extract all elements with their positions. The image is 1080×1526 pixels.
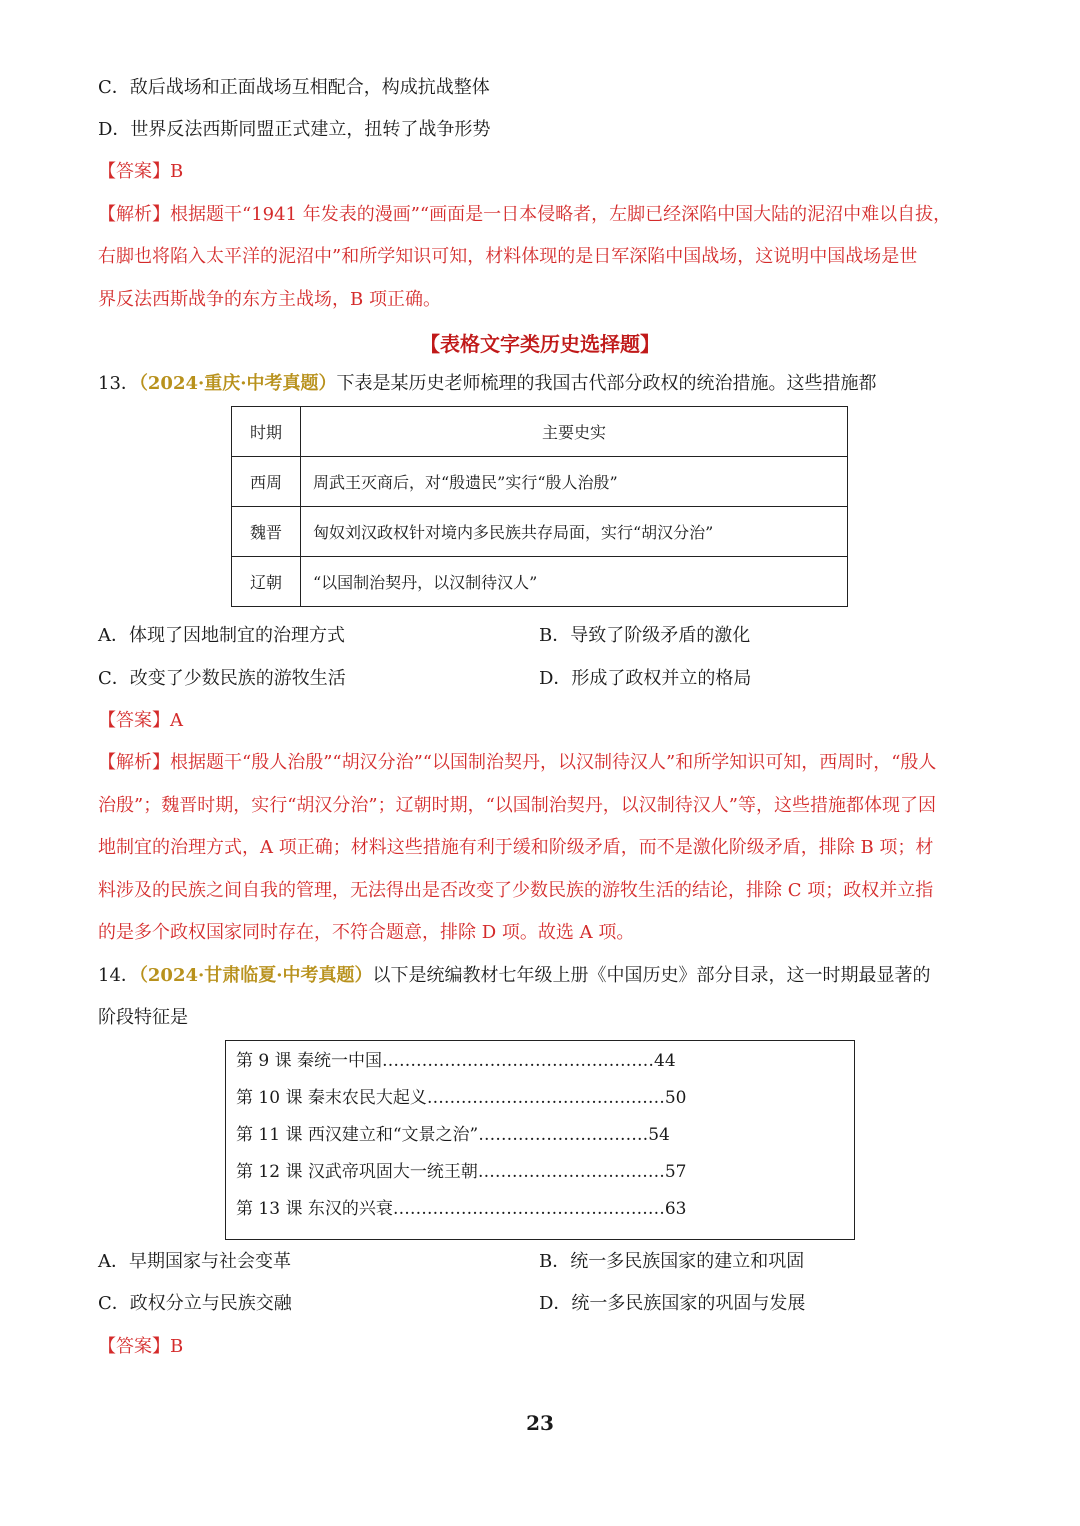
q13-stem-text: 下表是某历史老师梳理的我国古代部分政权的统治措施。这些措施都 — [336, 373, 877, 394]
q12-analysis-line-2: 右脚也将陷入太平洋的泥沼中”和所学知识可知，材料体现的是日军深陷中国战场，这说明中国战场是世 — [98, 246, 918, 267]
toc-entry: 第 10 课 秦末农民大起义……………………………………50 — [236, 1088, 687, 1108]
q13-source: （2024·重庆·中考真题） — [138, 373, 337, 394]
table-cell-period: 辽朝 — [232, 557, 301, 607]
q13-history-table — [231, 406, 848, 607]
q14-option-b: B．统一多民族国家的建立和巩固 — [539, 1251, 805, 1272]
q12-option-c: C．敌后战场和正面战场互相配合，构成抗战整体 — [98, 77, 490, 98]
table-cell-period: 西周 — [232, 457, 301, 507]
table-cell-fact: 匈奴刘汉政权针对境内多民族共存局面，实行“胡汉分治” — [301, 507, 848, 557]
q14-stem-text: 以下是统编教材七年级上册《中国历史》部分目录，这一时期最显著的 — [372, 965, 931, 986]
table-row — [232, 507, 848, 557]
table-row — [232, 557, 848, 607]
q13-option-b: B．导致了阶级矛盾的激化 — [539, 625, 751, 646]
q13-number: 13． — [98, 373, 139, 394]
q14-option-c: C．政权分立与民族交融 — [98, 1293, 292, 1314]
q13-analysis-line-4: 料涉及的民族之间自我的管理，无法得出是否改变了少数民族的游牧生活的结论，排除 C 项；政权并立指 — [98, 880, 934, 901]
q13-analysis-line-3: 地制宜的治理方式，A 项正确；材料这些措施有利于缓和阶级矛盾，而不是激化阶级矛盾，排除 B 项；材 — [98, 837, 934, 858]
q13-answer: 【答案】A — [98, 710, 183, 731]
q14-table-of-contents — [225, 1040, 855, 1240]
table-cell-period: 魏晋 — [232, 507, 301, 557]
q13-option-d: D．形成了政权并立的格局 — [539, 668, 752, 689]
q13-stem — [98, 372, 877, 396]
table-header-row — [232, 407, 848, 457]
q14-option-a: A．早期国家与社会变革 — [98, 1251, 291, 1272]
toc-entry: 第 12 课 汉武帝巩固大一统王朝……………………………57 — [236, 1162, 687, 1182]
q13-analysis-line-5: 的是多个政权国家同时存在，不符合题意，排除 D 项。故选 A 项。 — [98, 922, 635, 943]
q14-source: （2024·甘肃临夏·中考真题） — [138, 965, 373, 986]
q12-option-d: D．世界反法西斯同盟正式建立，扭转了战争形势 — [98, 119, 491, 140]
table-cell-fact: “以国制治契丹，以汉制待汉人” — [301, 557, 848, 607]
table-header-facts: 主要史实 — [301, 407, 848, 457]
q12-answer: 【答案】B — [98, 161, 184, 182]
q14-stem-line-2: 阶段特征是 — [98, 1007, 188, 1028]
toc-entry: 第 11 课 西汉建立和“文景之治”…………………………54 — [236, 1125, 670, 1145]
section-title: 【表格文字类历史选择题】 — [420, 332, 660, 356]
page-number: 23 — [526, 1411, 554, 1435]
q13-analysis-line-2: 治殷”；魏晋时期，实行“胡汉分治”；辽朝时期，“以国制治契丹，以汉制待汉人”等，这些措施都体现了因 — [98, 795, 937, 816]
q14-stem — [98, 964, 931, 988]
q13-option-c: C．改变了少数民族的游牧生活 — [98, 668, 346, 689]
toc-entry: 第 13 课 东汉的兴衰…………………………………………63 — [236, 1199, 687, 1219]
q13-analysis-line-1: 【解析】根据题干“殷人治殷”“胡汉分治”“以国制治契丹，以汉制待汉人”和所学知识可知，西周时，“殷人 — [98, 752, 937, 773]
table-cell-fact: 周武王灭商后，对“殷遗民”实行“殷人治殷” — [301, 457, 848, 507]
q13-option-a: A．体现了因地制宜的治理方式 — [98, 625, 345, 646]
q12-analysis-line-3: 界反法西斯战争的东方主战场，B 项正确。 — [98, 289, 441, 310]
table-row — [232, 457, 848, 507]
q14-option-d: D．统一多民族国家的巩固与发展 — [539, 1293, 806, 1314]
q14-answer: 【答案】B — [98, 1336, 184, 1357]
q12-analysis-line-1: 【解析】根据题干“1941 年发表的漫画”“画面是一日本侵略者，左脚已经深陷中国大陆的泥沼中难以自拔， — [98, 204, 952, 225]
table-header-period: 时期 — [232, 407, 301, 457]
toc-entry: 第 9 课 秦统一中国…………………………………………44 — [236, 1051, 676, 1071]
q14-number: 14． — [98, 965, 139, 986]
